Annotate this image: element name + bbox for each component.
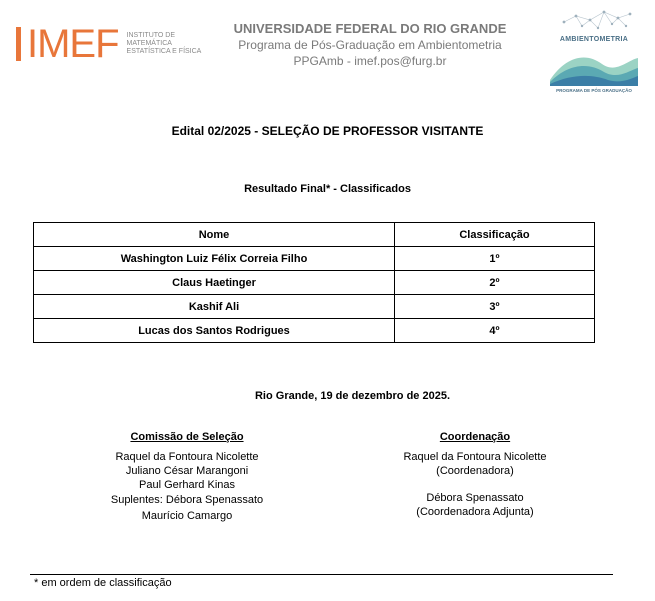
commission-member: Juliano César Marangoni xyxy=(125,465,249,477)
table-row xyxy=(34,271,595,295)
coordination xyxy=(375,430,575,519)
footnote: * em ordem de classificação xyxy=(34,577,172,589)
coordinator-name: Raquel da Fontoura Nicolette xyxy=(403,451,547,463)
adjunct-coordinator-name: Débora Spenassato xyxy=(426,492,524,504)
imef-logo-bar xyxy=(16,27,21,61)
column-header-name: Nome xyxy=(34,223,395,247)
candidate-name: Washington Luiz Félix Correia Filho xyxy=(34,247,395,271)
table-header-row xyxy=(34,223,595,247)
result-title: Resultado Final* - Classificados xyxy=(244,183,411,195)
imef-subtitle-line: MATEMÁTICA xyxy=(126,40,172,47)
candidate-rank: 2º xyxy=(395,271,595,295)
coordination-title: Coordenação xyxy=(439,431,511,443)
ambientometria-logo-title: AMBIENTOMETRIA xyxy=(559,36,629,43)
classification-table xyxy=(33,222,595,343)
table-row xyxy=(34,319,595,343)
table-row xyxy=(34,295,595,319)
candidate-rank: 1º xyxy=(395,247,595,271)
edital-title: Edital 02/2025 - SELEÇÃO DE PROFESSOR VISITANTE xyxy=(171,124,484,138)
ambientometria-logo-graphic xyxy=(546,8,642,96)
imef-subtitle-line: ESTATÍSTICA E FÍSICA xyxy=(126,48,202,55)
program-name: Programa de Pós-Graduação em Ambientometria xyxy=(238,38,502,52)
candidate-rank: 3º xyxy=(395,295,595,319)
commission-member: Suplentes: Débora Spenassato xyxy=(110,494,264,506)
column-header-classification: Classificação xyxy=(395,223,595,247)
imef-subtitle-line: INSTITUTO DE xyxy=(126,32,176,39)
commission-member: Maurício Camargo xyxy=(141,510,233,522)
candidate-rank: 4º xyxy=(395,319,595,343)
adjunct-coordinator-role: (Coordenadora Adjunta) xyxy=(416,506,534,518)
program-contact: PPGAmb - imef.pos@furg.br xyxy=(293,54,447,68)
candidate-name: Claus Haetinger xyxy=(34,271,395,295)
dateline: Rio Grande, 19 de dezembro de 2025. xyxy=(254,390,450,402)
ambientometria-logo xyxy=(546,8,642,96)
table-row xyxy=(34,247,595,271)
commission-title: Comissão de Seleção xyxy=(130,431,244,443)
candidate-name: Lucas dos Santos Rodrigues xyxy=(34,319,395,343)
imef-logo-subtitle xyxy=(127,32,207,56)
commission-member: Paul Gerhard Kinas xyxy=(139,479,235,491)
imef-logo-text: IMEF xyxy=(27,22,119,66)
coordinator-role: (Coordenadora) xyxy=(436,465,514,477)
selection-commission xyxy=(87,430,287,524)
commission-member: Raquel da Fontoura Nicolette xyxy=(115,451,259,463)
ambientometria-logo-subtitle: PROGRAMA DE PÓS GRADUAÇÃO xyxy=(556,88,632,93)
university-name: UNIVERSIDADE FEDERAL DO RIO GRANDE xyxy=(233,21,507,36)
candidate-name: Kashif Ali xyxy=(34,295,395,319)
footnote-divider xyxy=(30,574,613,575)
header-institution xyxy=(200,20,540,69)
imef-logo xyxy=(16,22,207,66)
